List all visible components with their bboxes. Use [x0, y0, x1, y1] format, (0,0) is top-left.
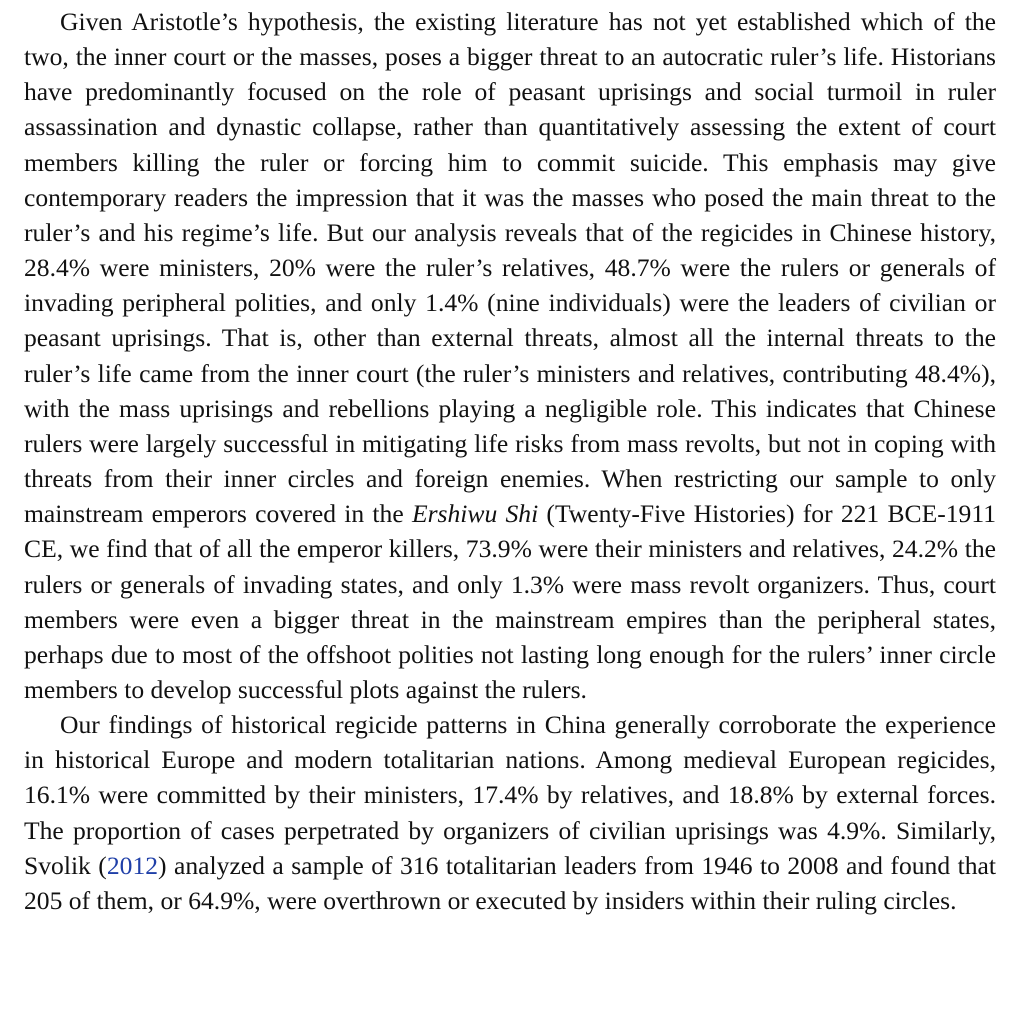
paragraph-2-text-a: Our findings of historical regicide patterns in China generally corroborate the experience in historical Europe and modern totalitarian nations. Among medieval European regicides, 16.1% were committed by their ministers, 17.4% by relatives, and 18.8% by external forces. The proportion of cases perpetrated by organizers of civilian uprisings was 4.9%. Similarly, Svolik (: [24, 710, 996, 880]
ershiwu-shi-title: Ershiwu Shi: [411, 499, 539, 529]
paragraph-aristotle-hypothesis: [24, 4, 996, 707]
paragraph-regicide-patterns: [24, 707, 996, 918]
paragraph-1-text-a: Given Aristotle’s hypothesis, the existing literature has not yet established which of the two, the inner court or the masses, poses a bigger threat to an autocratic ruler’s life. Historians have predominantly focused on the role of peasant uprisings and social turmoil in ruler assassination and dynastic collapse, rather than quantitatively assessing the extent of court members killing the ruler or forcing him to commit suicide. This emphasis may give contemporary readers the impression that it was the masses who posed the main threat to the ruler’s and his regime’s life. But our analysis reveals that of the regicides in Chinese history, 28.4% were ministers, 20% were the ruler’s relatives, 48.7% were the rulers or generals of invading peripheral polities, and only 1.4% (nine individuals) were the leaders of civilian or peasant uprisings. That is, other than external threats, almost all the internal threats to the ruler’s life came from the inner court (the ruler’s ministers and relatives, contributing 48.4%), with the mass uprisings and rebellions playing a negligible role. This indicates that Chinese rulers were largely successful in mitigating life risks from mass revolts, but not in coping with threats from their inner circles and foreign enemies. When restricting our sample to only mainstream emperors covered in the: [24, 7, 996, 529]
citation-link-svolik-2012[interactable]: 2012: [106, 850, 159, 880]
document-page: [24, 4, 996, 918]
paragraph-2-text-b: ) analyzed a sample of 316 totalitarian leaders from 1946 to 2008 and found that 205 of them, or 64.9%, were overthrown or executed by insiders within their ruling circles.: [24, 850, 996, 915]
paragraph-1-text-b: (Twenty-Five Histories) for 221 BCE-1911 CE, we find that of all the emperor killers, 73.9% were their ministers and relatives, 24.2% the rulers or generals of invading states, and only 1.3% were mass revolt organizers. Thus, court members were even a bigger threat in the mainstream empires than the peripheral states, perhaps due to most of the offshoot polities not lasting long enough for the rulers’ inner circle members to develop successful plots against the rulers.: [24, 499, 996, 704]
